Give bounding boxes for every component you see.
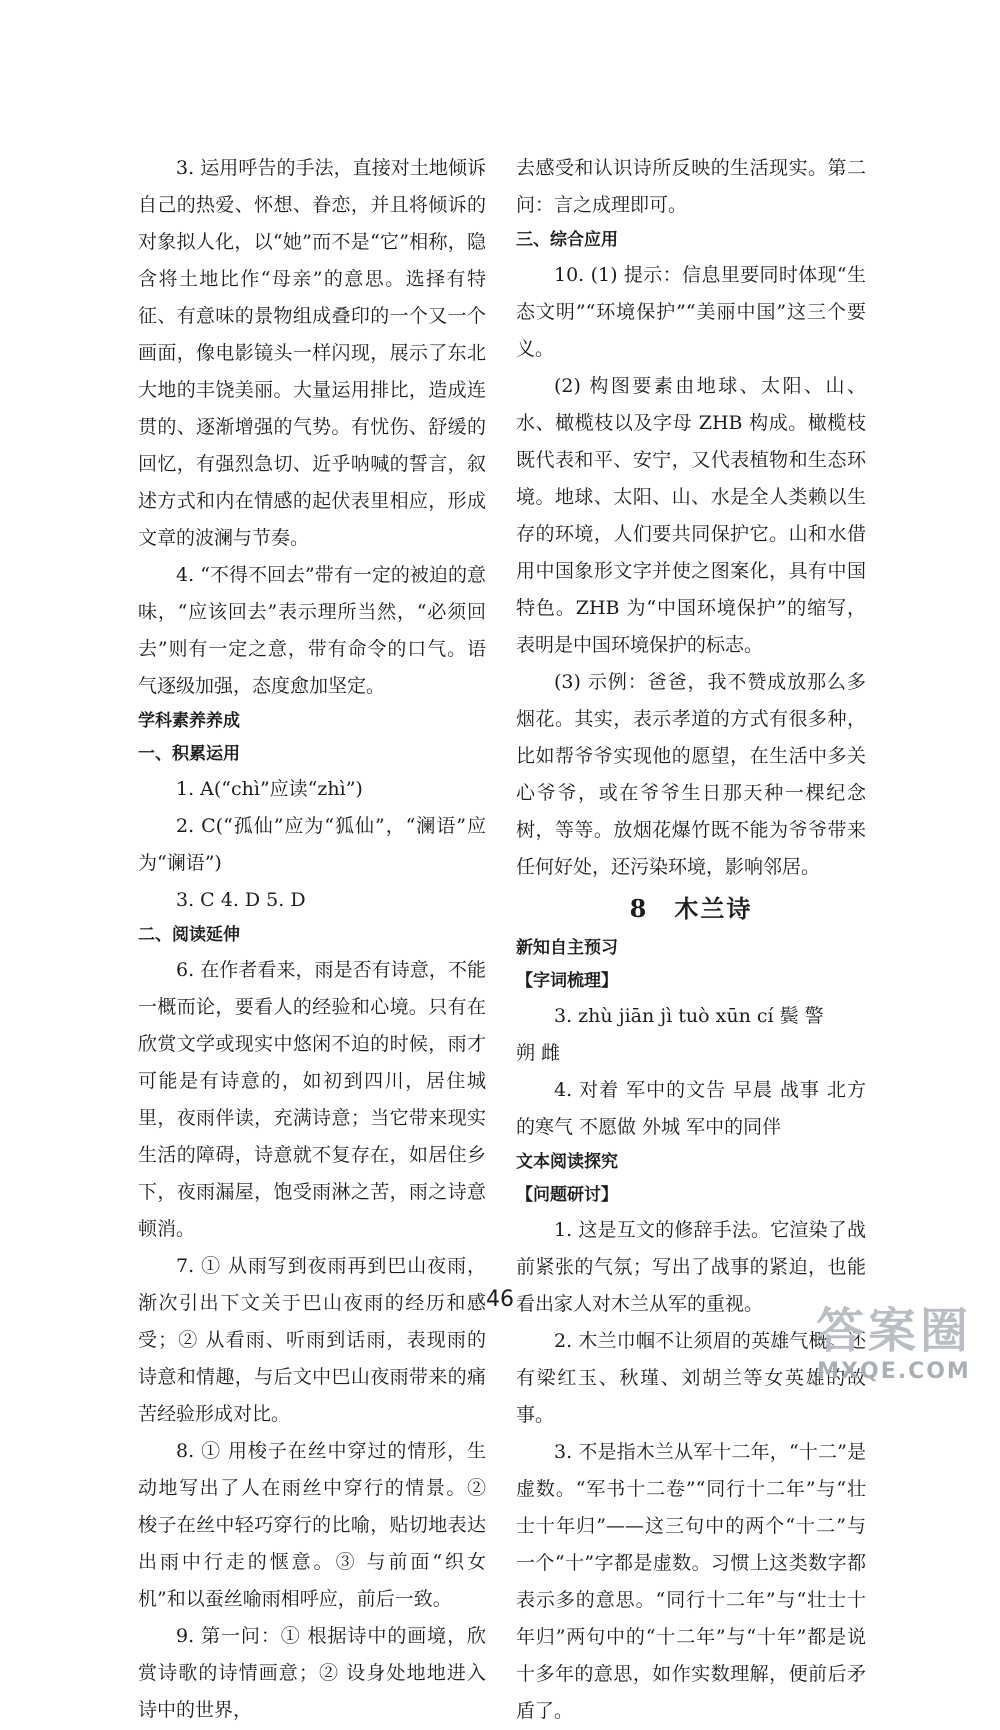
answer-1: 1. A(“chì”应读“zhì”) — [176, 778, 363, 800]
discussion-answer-1: 1. 这是互文的修辞手法。它渲染了战前紧张的气氛；写出了战事的紧迫，也能看出家人对木兰从军的重视。 — [516, 1219, 866, 1315]
subsection-heading: 一、积累运用 — [138, 744, 240, 764]
section-heading: 文本阅读探究 — [516, 1152, 618, 1172]
vocab-answer-4: 4. 对着 军中的文告 早晨 战事 北方的寒气 不愿做 外城 军中的同伴 — [516, 1079, 866, 1138]
answer-10-3: (3) 示例：爸爸，我不赞成放那么多烟花。其实，表示孝道的方式有很多种，比如帮爷爷实现他的愿望，在生活中多关心爷爷，或在爷爷生日那天种一棵纪念树，等等。放烟花爆竹既不能为爷爷带来任何好处，还污染环境，影响邻居。 — [516, 671, 866, 878]
answer-9: 9. 第一问：① 根据诗中的画境，欣赏诗歌的诗情画意；② 设身处地地进入诗中的世界， — [138, 1625, 486, 1721]
discussion-answer-3: 3. 不是指木兰从军十二年，“十二”是虚数。“军书十二卷”“同行十二年”与“壮士十年归”——这三句中的两个“十二”与一个“十”字都是虚数。习惯上这类数字都表示多的意思。“同行十二年”与“壮士十年归”两句中的“十二年”与“十年”都是说十多年的意思，如作实数理解，便前后矛盾了。 — [516, 1441, 866, 1722]
subsection-heading: 【问题研讨】 — [516, 1185, 618, 1205]
answer-10-2: (2) 构图要素由地球、太阳、山、水、橄榄枝以及字母 ZHB 构成。橄榄枝既代表和平、安宁，又代表植物和生态环境。地球、太阳、山、水是全人类赖以生存的环境，人们要共同保护它。山和水借用中国象形文字并使之图案化，具有中国特色。ZHB 为“中国环境保护”的缩写，表明是中国环境保护的标志。 — [516, 375, 866, 656]
watermark-url: MXQE.COM — [817, 1359, 971, 1384]
watermark-text: 答案圈 — [815, 1303, 972, 1359]
subsection-heading: 三、综合应用 — [516, 230, 618, 250]
subsection-heading: 【字词梳理】 — [516, 971, 618, 991]
subsection-heading: 二、阅读延伸 — [138, 925, 240, 945]
right-column — [516, 150, 866, 1730]
section-heading: 新知自主预习 — [516, 938, 618, 958]
answer-9-continued: 去感受和认识诗所反映的生活现实。第二问：言之成理即可。 — [516, 157, 866, 216]
section-heading: 学科素养养成 — [138, 711, 240, 731]
vocab-answer-3-cont: 朔 雌 — [516, 1042, 561, 1064]
lesson-title: 8 木兰诗 — [629, 894, 753, 923]
vocab-answer-3: 3. zhù jiān jì tuò xūn cí 鬓 警 — [554, 1005, 824, 1027]
answer-2: 2. C(“孤仙”应为“狐仙”，“澜语”应为“谰语”) — [138, 815, 486, 874]
watermark-logo — [816, 1303, 972, 1384]
answer-3-5: 3. C 4. D 5. D — [176, 889, 306, 911]
left-column — [138, 150, 486, 1729]
answer-6: 6. 在作者看来，雨是否有诗意，不能一概而论，要看人的经验和心境。只有在欣赏文学或现实中悠闲不迫的时候，雨才可能是有诗意的，如初到四川，居住城里，夜雨伴读，充满诗意；当它带来现实生活的障碍，诗意就不复存在，如居住乡下，夜雨漏屋，饱受雨淋之苦，雨之诗意顿消。 — [138, 959, 486, 1240]
answer-3: 3. 运用呼告的手法，直接对土地倾诉自己的热爱、怀想、眷恋，并且将倾诉的对象拟人化，以“她”而不是“它”相称，隐含将土地比作“母亲”的意思。选择有特征、有意味的景物组成叠印的一个又一个画面，像电影镜头一样闪现，展示了东北大地的丰饶美丽。大量运用排比，造成连贯的、逐渐增强的气势。有忧伤、舒缓的回忆，有强烈急切、近乎呐喊的誓言，叙述方式和内在情感的起伏表里相应，形成文章的波澜与节奏。 — [138, 157, 486, 549]
answer-4: 4. “不得不回去”带有一定的被迫的意味，“应该回去”表示理所当然，“必须回去”则有一定之意，带有命令的口气。语气逐级加强，态度愈加坚定。 — [138, 564, 486, 697]
answer-7: 7. ① 从雨写到夜雨再到巴山夜雨，渐次引出下文关于巴山夜雨的经历和感受；② 从看雨、听雨到话雨，表现雨的诗意和情趣，与后文中巴山夜雨带来的痛苦经验形成对比。 — [138, 1255, 486, 1425]
answer-10-1: 10. (1) 提示：信息里要同时体现“生态文明”“环境保护”“美丽中国”这三个要义。 — [516, 264, 866, 360]
discussion-answer-2: 2. 木兰巾帼不让须眉的英雄气概。还有梁红玉、秋瑾、刘胡兰等女英雄的故事。 — [516, 1330, 866, 1426]
page-number: 46 — [486, 1287, 514, 1312]
answer-8: 8. ① 用梭子在丝中穿过的情形，生动地写出了人在雨丝中穿行的情景。② 梭子在丝中轻巧穿行的比喻，贴切地表达出雨中行走的惬意。③ 与前面“织女机”和以蚕丝喻雨相呼应，前后一致。 — [138, 1440, 486, 1610]
